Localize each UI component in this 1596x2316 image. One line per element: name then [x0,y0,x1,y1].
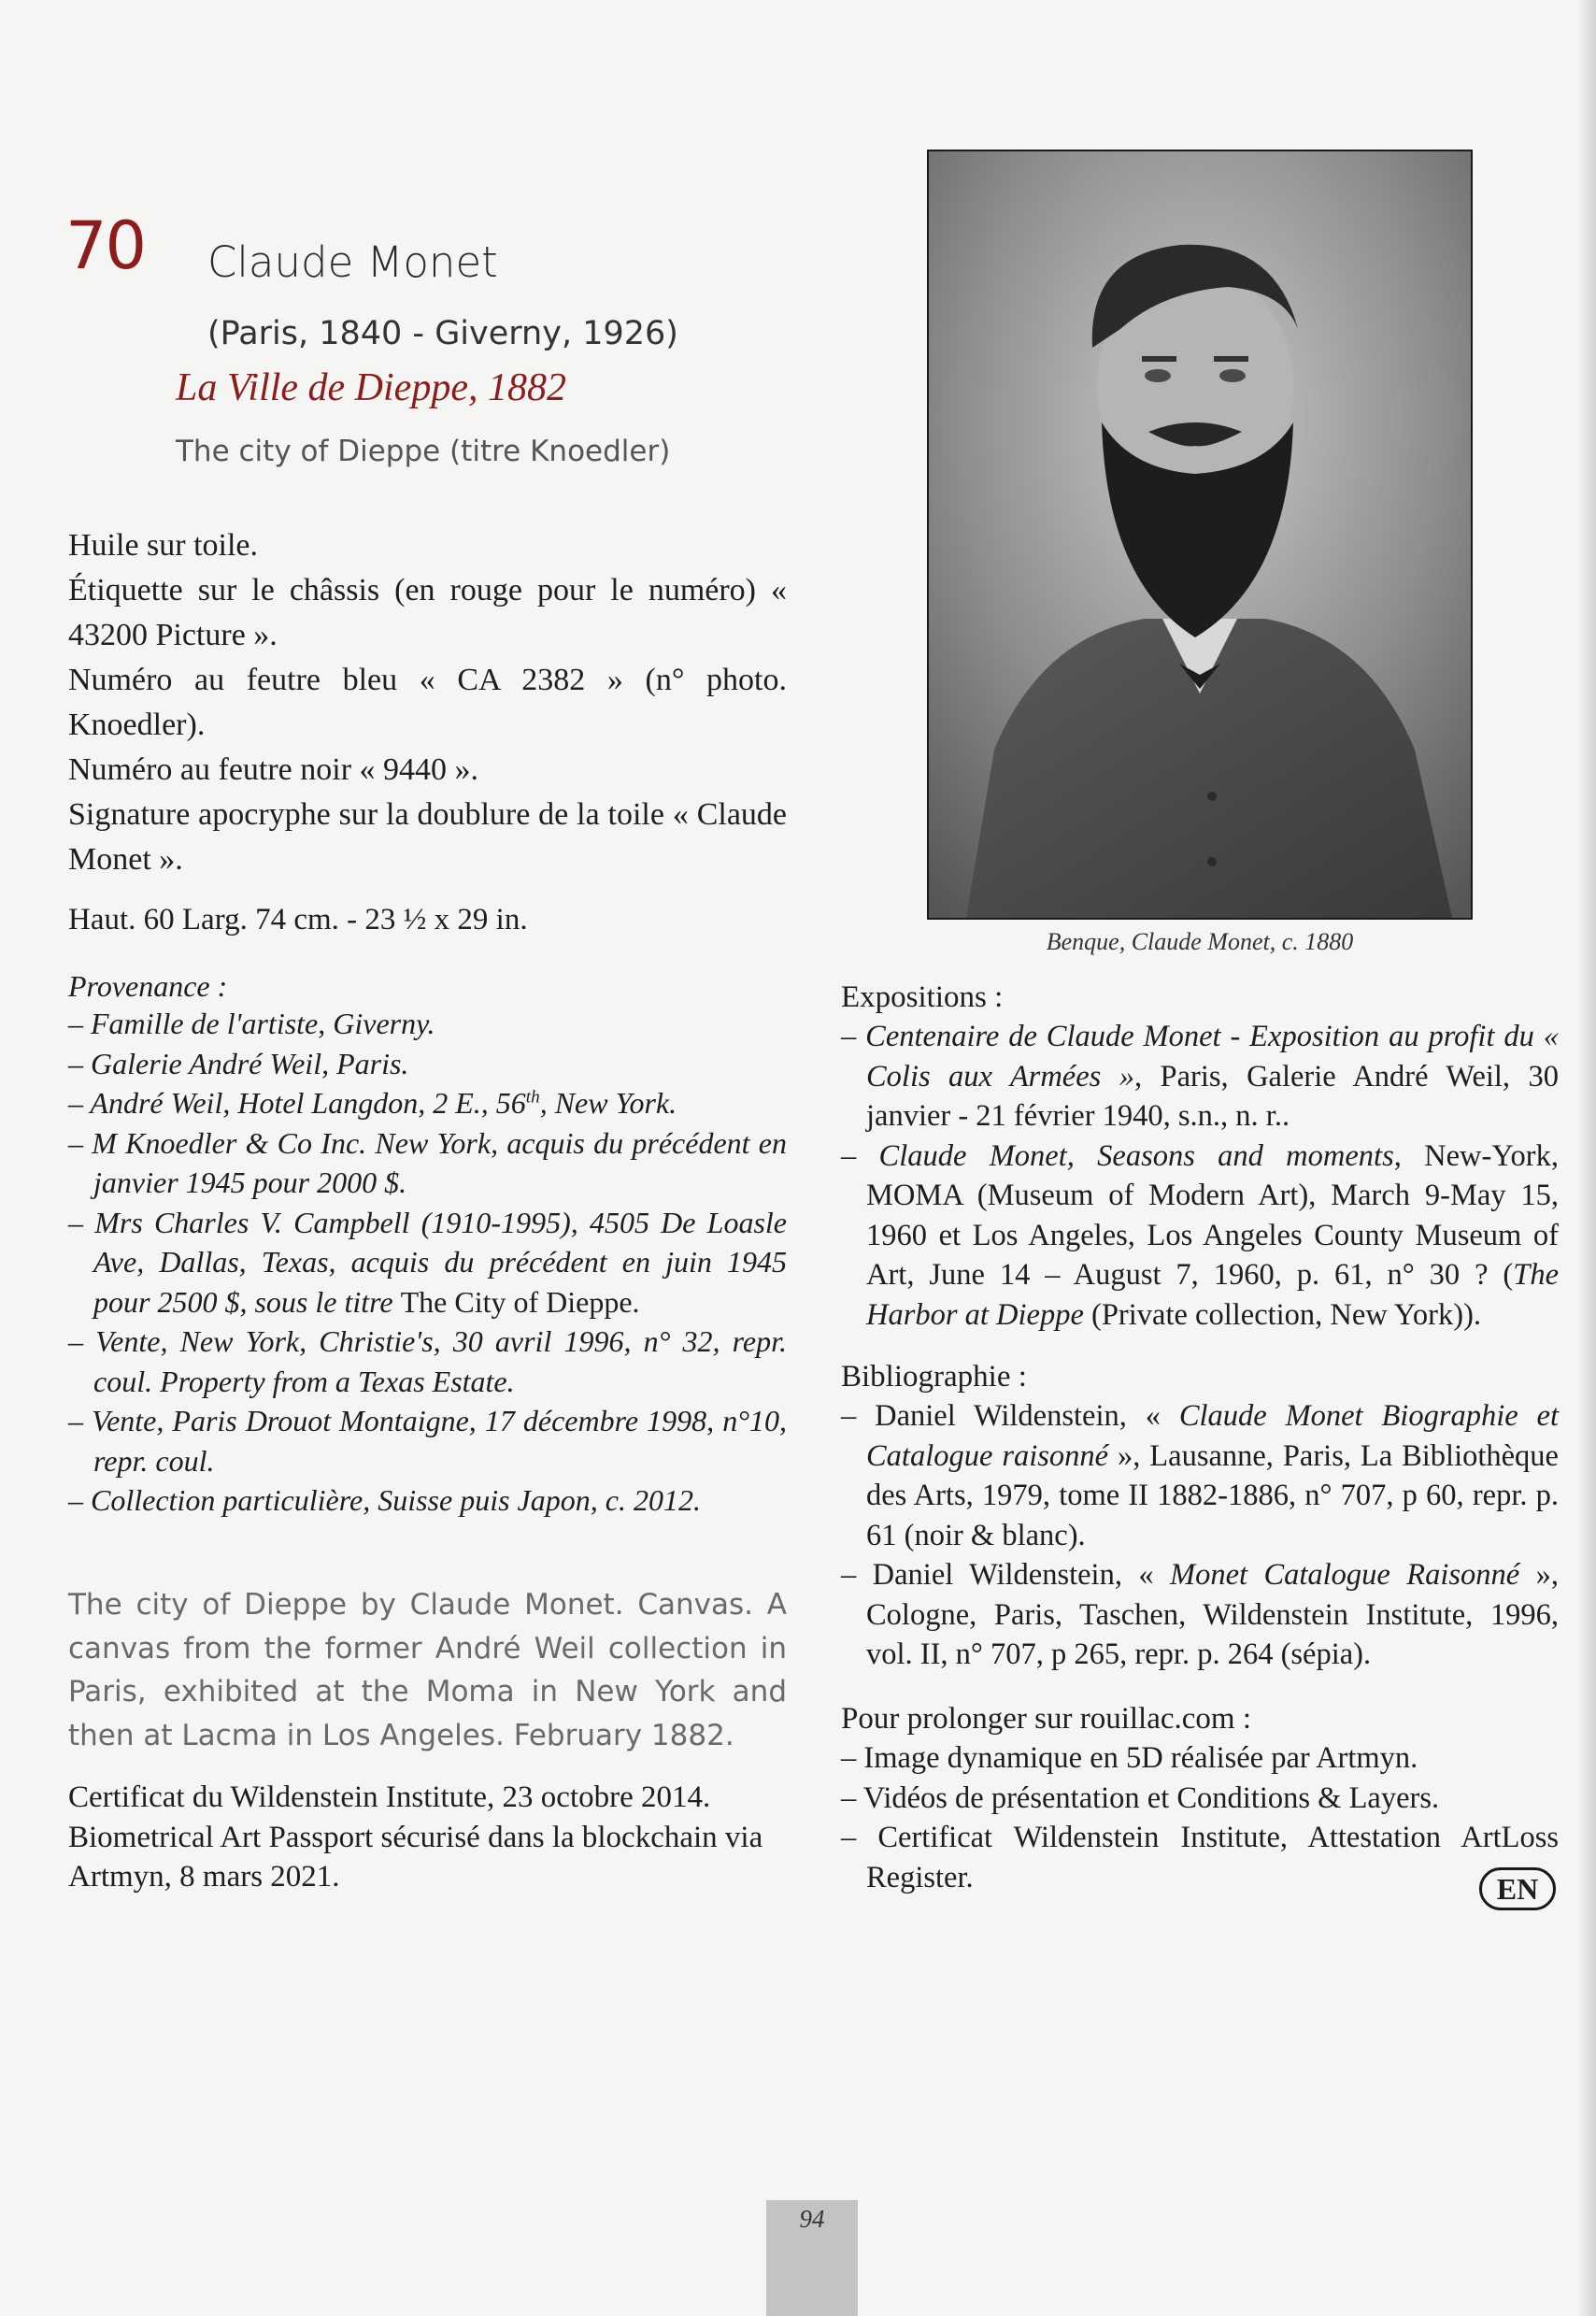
work-title: La Ville de Dieppe, 1882 [176,366,566,409]
english-description: The city of Dieppe by Claude Monet. Canvas. A canvas from the former André Weil collection in Paris, exhibited at the Moma in New York and then at Lacma in Los Angeles. February 1882. [68,1588,787,1752]
list-dash: – [68,1007,83,1040]
provenance-text: Mrs Charles V. Campbell (1910-1995), 4505 De Loasle Ave, Dallas, Texas, acquis du précédent en juin 1945 pour 2500 $, sous le titre [93,1205,788,1319]
provenance-item [68,1044,787,1084]
provenance-text: Vente, New York, Christie's, 30 avril 1996, n° 32, repr. coul. Property from a Texas Estate. [93,1324,788,1398]
bibliography-author: Daniel Wildenstein, « [872,1558,1171,1592]
provenance-title-upright: The City of Dieppe. [400,1284,640,1319]
exposition-details: , Paris, Galerie André Weil, 30 janvier - 21 février 1940, s.n., n. r.. [866,1059,1559,1133]
bibliography-item [841,1555,1559,1675]
portrait-photo [927,150,1473,920]
bibliography-author: Daniel Wildenstein, « [875,1399,1179,1433]
online-heading: Pour prolonger sur rouillac.com : [841,1702,1251,1736]
exposition-item [841,1137,1559,1336]
description-line: Signature apocryphe sur la doublure de la toile « Claude Monet ». [68,797,787,877]
provenance-item [68,1322,787,1401]
provenance-item [68,1083,787,1123]
list-dash: – [68,1404,83,1437]
provenance-item [68,1123,787,1203]
provenance-text: Collection particulière, Suisse puis Japon, c. 2012. [91,1483,701,1517]
bibliography-item [841,1396,1559,1555]
ordinal-superscript: th [525,1087,540,1108]
provenance-list [68,1004,787,1521]
list-dash: – [841,1558,857,1592]
expositions-heading: Expositions : [841,980,1004,1014]
exposition-item [841,1017,1559,1137]
description-line: Étiquette sur le châssis (en rouge pour le numéro) « 43200 Picture ». [68,573,787,652]
page-number: 94 [799,2205,825,2233]
list-dash: – [68,1483,83,1517]
online-item-text: Vidéos de présentation et Conditions & Layers. [862,1780,1440,1815]
list-dash: – [68,1205,83,1239]
language-badge: EN [1479,1867,1556,1910]
list-dash: – [841,1741,857,1775]
list-dash: – [841,1138,857,1173]
provenance-text: André Weil, Hotel Langdon, 2 E., 56 [90,1086,526,1120]
list-dash: – [841,1399,857,1433]
online-item-text: Certificat Wildenstein Institute, Attestation ArtLoss Register. [866,1821,1560,1894]
certificate-line: Certificat du Wildenstein Institute, 23 octobre 2014. [68,1780,711,1814]
expositions-list [841,1017,1559,1335]
exposition-details: , New-York, MOMA (Museum of Modern Art), March 9-May 15, 1960 et Los Angeles, Los Angeles County Museum of Art, June 14 – August 7, 1960, p. 61, n° 30 ? ( [866,1138,1559,1292]
list-dash: – [68,1046,83,1080]
online-item [841,1779,1559,1819]
dimensions: Haut. 60 Larg. 74 cm. - 23 ½ x 29 in. [68,903,528,936]
photo-caption: Benque, Claude Monet, c. 1880 [1046,928,1354,955]
description-line: Huile sur toile. [68,528,259,563]
provenance-text: , New York. [539,1086,677,1120]
provenance-item [68,1203,787,1322]
bibliography-title: Monet Catalogue Raisonné [1170,1558,1520,1592]
list-dash: – [841,1020,857,1053]
page-edge-shadow [1577,0,1596,2316]
bibliography-title: Claude Monet Biographie et Catalogue raisonné [866,1399,1559,1473]
certificate-line: Biometrical Art Passport sécurisé dans la blockchain via Artmyn, 8 mars 2021. [68,1820,763,1894]
provenance-item [68,1480,787,1521]
provenance-item [68,1004,787,1044]
provenance-text: M Knoedler & Co Inc. New York, acquis du précédent en janvier 1945 pour 2000 $. [92,1125,788,1199]
description-line: Numéro au feutre noir « 9440 ». [68,752,479,787]
bibliography-heading: Bibliographie : [841,1360,1027,1394]
exposition-title: Centenaire de Claude Monet - Exposition au profit du « Colis aux Armées » [865,1020,1560,1094]
list-dash: – [68,1125,83,1160]
bibliography-list [841,1396,1559,1675]
list-dash: – [68,1086,83,1120]
provenance-item [68,1401,787,1480]
provenance-text: Vente, Paris Drouot Montaigne, 17 décembre 1998, n°10, repr. coul. [92,1404,788,1478]
bibliography-details: », Lausanne, Paris, La Bibliothèque des Arts, 1979, tome II 1882-1886, n° 707, p 60, repr. p. 61 (noir & blanc). [866,1438,1559,1552]
description-block [68,523,787,882]
online-list [841,1738,1559,1897]
online-item-text: Image dynamique en 5D réalisée par Artmyn. [863,1741,1418,1775]
certificates-block [68,1778,787,1897]
list-dash: – [68,1324,83,1358]
online-item [841,1818,1559,1897]
exposition-details: (Private collection, New York)). [1083,1297,1482,1332]
provenance-text: Famille de l'artiste, Giverny. [91,1007,435,1040]
work-subtitle: The city of Dieppe (titre Knoedler) [176,435,671,468]
list-dash: – [841,1821,857,1854]
provenance-heading: Provenance : [68,969,228,1003]
artist-name: Claude Monet [207,237,498,287]
list-dash: – [841,1780,857,1815]
bibliography-details: », Cologne, Paris, Taschen, Wildenstein Institute, 1996, vol. II, n° 707, p 265, repr. p. 264 (sépia). [866,1558,1559,1671]
provenance-text: Galerie André Weil, Paris. [91,1046,409,1080]
exposition-title: Claude Monet, Seasons and moments [878,1138,1394,1173]
exposition-work-title: The Harbor at Dieppe [866,1258,1559,1332]
portrait-image [929,151,1471,918]
online-item [841,1738,1559,1779]
lot-number: 70 [65,207,146,284]
description-line: Numéro au feutre bleu « CA 2382 » (n° photo. Knoedler). [68,663,787,742]
artist-dates: (Paris, 1840 - Giverny, 1926) [207,315,678,352]
